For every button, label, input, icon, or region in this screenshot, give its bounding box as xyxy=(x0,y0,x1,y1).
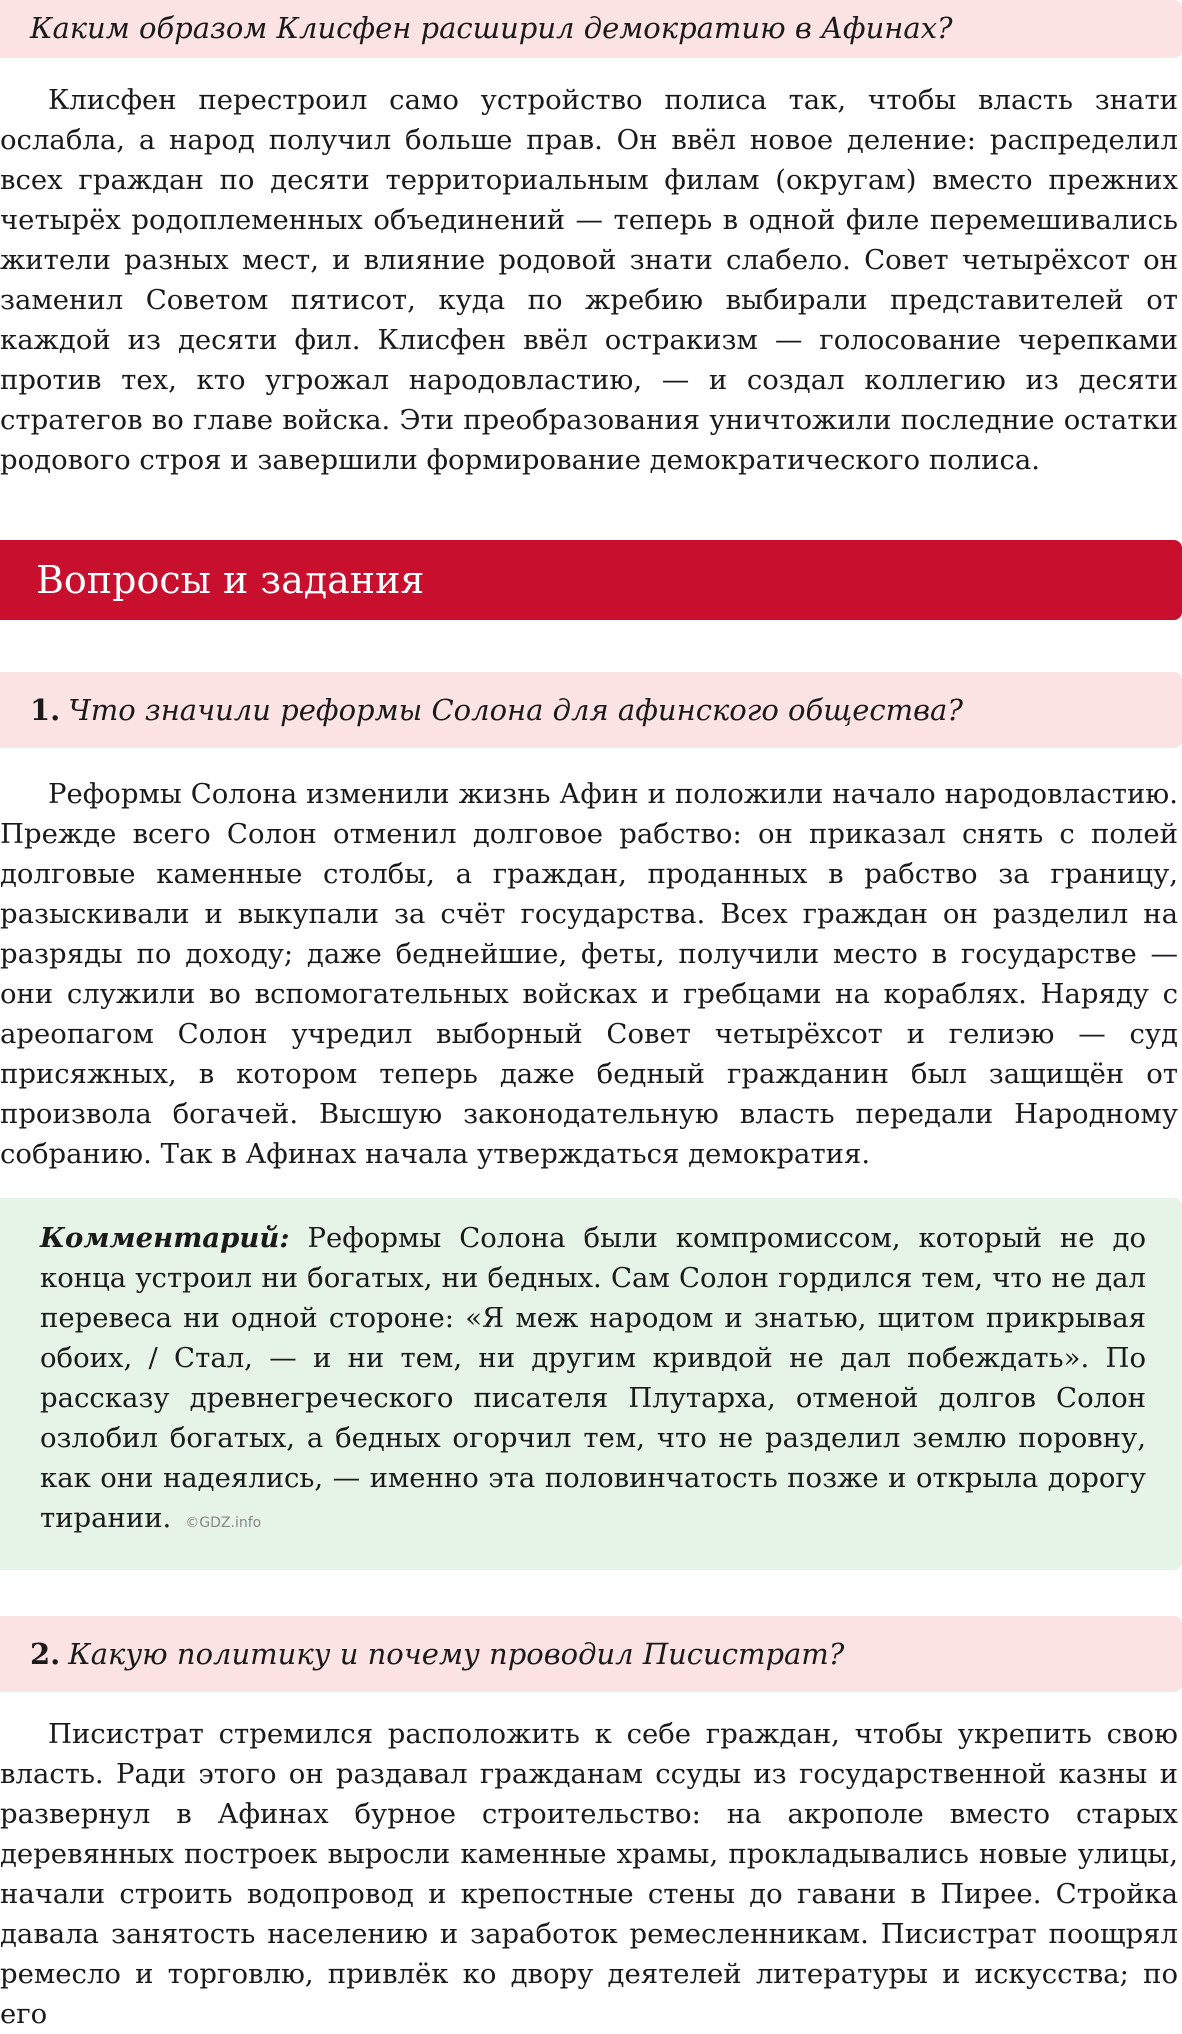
question-2-number: 2. xyxy=(30,1637,61,1671)
comment-label: Комментарий: xyxy=(40,1222,290,1254)
section-header xyxy=(0,540,1182,620)
intro-question-box xyxy=(0,0,1182,58)
question-2-answer: Писистрат стремился расположить к себе граждан, чтобы укрепить свою власть. Ради этого он раздавал гражданам ссуды из государственной казны и развернул в Афинах бурное строительство: на акрополе вместо старых деревянных построек выросли каменные храмы, прокладывались новые улицы, начали строить водопровод и крепостные стены до гавани в Пирее. Стройка давала занятость населению и заработок ремесленникам. Писистрат поощрял ремесло и торговлю, привлёк ко двору деятелей литературы и искусства; по его xyxy=(0,1718,1178,2030)
section-title: Вопросы и задания xyxy=(36,558,425,602)
question-1-box xyxy=(0,672,1182,748)
question-1-number: 1. xyxy=(30,693,61,727)
question-2-text: Какую политику и почему проводил Писистрат? xyxy=(68,1637,845,1671)
intro-answer: Клисфен перестроил само устройство полиса так, чтобы власть знати ослабла, а народ получил больше прав. Он ввёл новое деление: распределил всех граждан по десяти территориальным филам (округам) вместо прежних четырёх родоплеменных объединений — теперь в одной филе перемешивались жители разных мест, и влияние родовой знати слабело. Совет четырёхсот он заменил Советом пятисот, куда по жребию выбирали представителей от каждой из десяти фил. Клисфен ввёл остракизм — голосование черепками против тех, кто угрожал народовластию, — и создал коллегию из десяти стратегов во главе войска. Эти преобразования уничтожили последние остатки родового строя и завершили формирование демократического полиса. xyxy=(0,84,1178,476)
intro-question-text: Каким образом Клисфен расширил демократию в Афинах? xyxy=(30,11,953,45)
comment-paragraph xyxy=(40,1218,1146,1543)
copyright-stamp: ©GDZ.info xyxy=(185,1515,262,1531)
comment-text: Реформы Солона были компромиссом, который не до конца устроил ни богатых, ни бедных. Сам Солон гордился тем, что не дал перевеса ни одной стороне: «Я меж народом и знатью, щитом прикрывая обоих, / Стал, — и ни тем, ни другим кривдой не дал побеждать». По рассказу древнегреческого писателя Плутарха, отменой долгов Солон озлобил богатых, а бедных огорчил тем, что не разделил землю поровну, как они надеялись, — именно эта половинчатость позже и открыла дорогу тирании. xyxy=(40,1222,1146,1534)
question-1-answer: Реформы Солона изменили жизнь Афин и положили начало народовластию. Прежде всего Солон отменил долговое рабство: он приказал снять с полей долговые каменные столбы, а граждан, проданных в рабство за границу, разыскивали и выкупали за счёт государства. Всех граждан он разделил на разряды по доходу; даже беднейшие, феты, получили место в государстве — они служили во вспомогательных войсках и гребцами на кораблях. Наряду с ареопагом Солон учредил выборный Совет четырёхсот и гелиэю — суд присяжных, в котором теперь даже бедный гражданин был защищён от произвола богачей. Высшую законодательную власть передали Народному собранию. Так в Афинах начала утверждаться демократия. xyxy=(0,778,1178,1170)
question-1-text: Что значили реформы Солона для афинского общества? xyxy=(68,693,963,727)
comment-box xyxy=(0,1198,1182,1570)
question-2-box xyxy=(0,1616,1182,1692)
